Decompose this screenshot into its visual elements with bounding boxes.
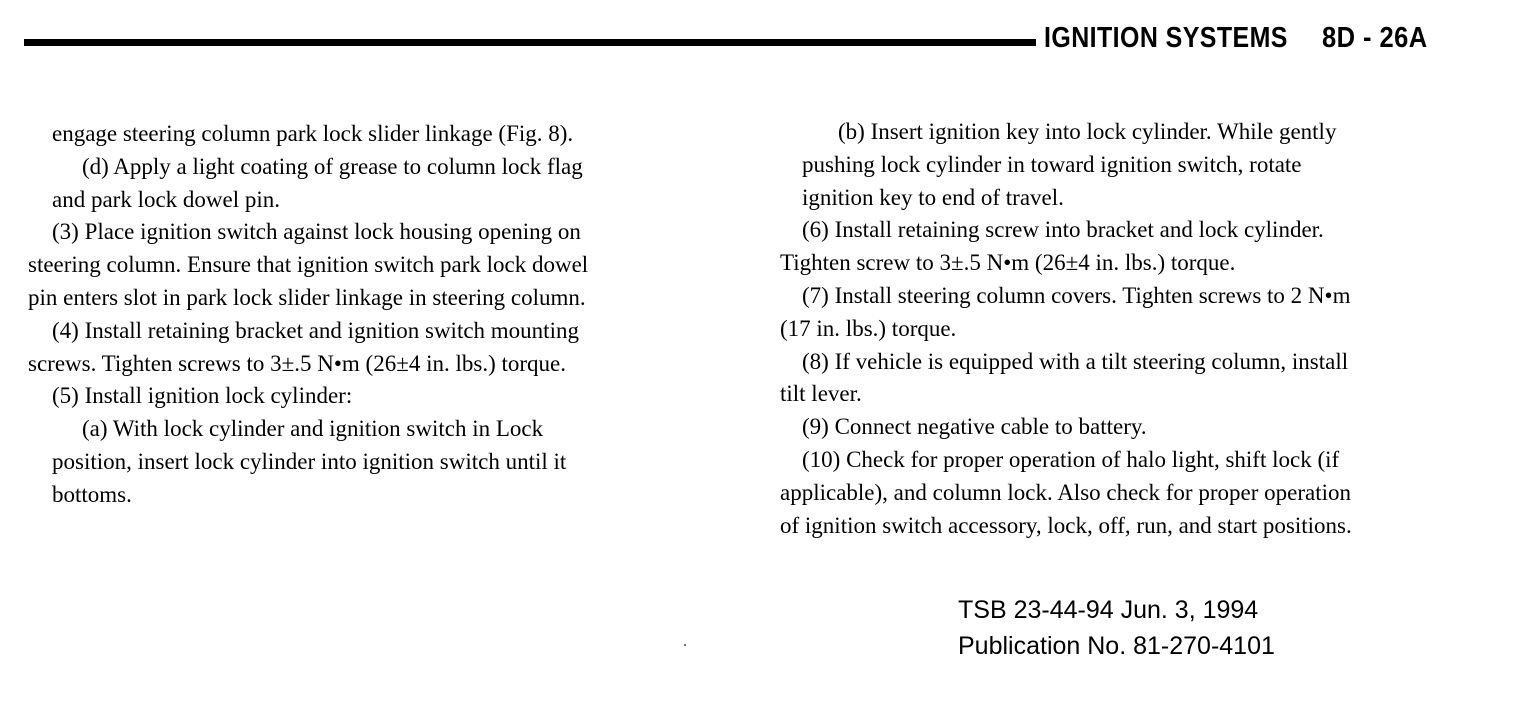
text-line: pushing lock cylinder in toward ignition switch, rotate	[802, 151, 1302, 177]
text-line: screws. Tighten screws to 3±.5 N•m (26±4 in. lbs.) torque.	[28, 350, 566, 376]
text-line: (6) Install retaining screw into bracket and lock cylinder.	[802, 217, 1324, 243]
text-line: of ignition switch accessory, lock, off, run, and start positions.	[780, 512, 1352, 538]
text-line: steering column. Ensure that ignition switch park lock dowel	[28, 252, 589, 278]
right-text-column	[780, 116, 1480, 542]
text-line: (4) Install retaining bracket and ignition switch mounting	[52, 317, 579, 343]
text-line: position, insert lock cylinder into ignition switch until it	[52, 448, 567, 474]
text-line: (9) Connect negative cable to battery.	[802, 414, 1147, 440]
text-line: (3) Place ignition switch against lock housing opening on	[52, 219, 581, 245]
text-line: and park lock dowel pin.	[52, 186, 281, 212]
text-line: (17 in. lbs.) torque.	[780, 315, 957, 341]
text-line: (d) Apply a light coating of grease to column lock flag	[82, 153, 583, 179]
text-line: Tighten screw to 3±.5 N•m (26±4 in. lbs.) torque.	[780, 250, 1236, 276]
text-line: (a) With lock cylinder and ignition switch in Lock	[82, 416, 544, 442]
text-line: engage steering column park lock slider linkage (Fig. 8).	[52, 121, 574, 146]
text-line: (8) If vehicle is equipped with a tilt steering column, install	[802, 348, 1349, 374]
text-line: (10) Check for proper operation of halo light, shift lock (if	[802, 446, 1340, 472]
text-line: (7) Install steering column covers. Tighten screws to 2 N•m	[802, 282, 1351, 308]
scan-speck	[684, 644, 686, 646]
section-title: IGNITION SYSTEMS	[1044, 22, 1288, 54]
text-line: applicable), and column lock. Also check for proper operation	[780, 479, 1351, 505]
page-number: 8D - 26A	[1322, 22, 1428, 54]
header-rule	[24, 39, 1036, 46]
left-text-column	[28, 118, 728, 512]
text-line: bottoms.	[52, 481, 132, 507]
text-line: pin enters slot in park lock slider linkage in steering column.	[28, 284, 586, 310]
text-line: (b) Insert ignition key into lock cylinder. While gently	[838, 119, 1337, 144]
text-line: (5) Install ignition lock cylinder:	[52, 383, 353, 409]
text-line: ignition key to end of travel.	[802, 184, 1064, 210]
tsb-reference: TSB 23-44-94 Jun. 3, 1994	[958, 596, 1259, 624]
text-line: tilt lever.	[780, 381, 862, 407]
publication-number: Publication No. 81-270-4101	[958, 632, 1275, 660]
